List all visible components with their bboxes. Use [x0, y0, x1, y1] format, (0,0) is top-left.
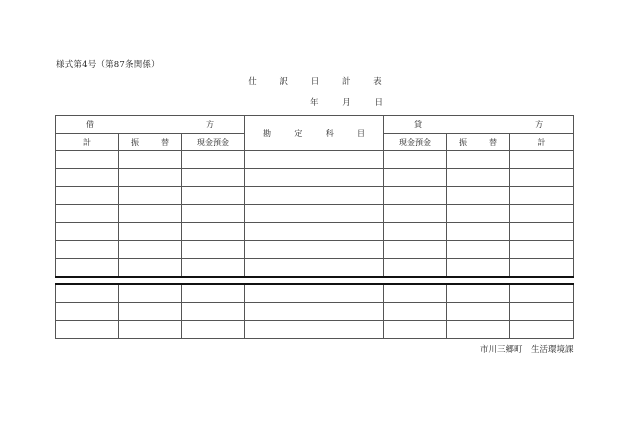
title-char: 訳 — [279, 77, 289, 87]
ledger-cell[interactable] — [510, 321, 574, 339]
ledger-cell[interactable] — [510, 187, 574, 205]
total-row — [56, 303, 574, 321]
ledger-cell[interactable] — [119, 303, 182, 321]
ledger-cell[interactable] — [447, 223, 510, 241]
title-char: 仕 — [248, 77, 257, 87]
ledger-cell[interactable] — [245, 284, 384, 303]
credit-side-label: 方 — [535, 120, 544, 129]
ledger-cell[interactable] — [447, 187, 510, 205]
ledger-cell[interactable] — [245, 303, 384, 321]
debit-total-header: 計 — [56, 134, 119, 151]
ledger-cell[interactable] — [119, 187, 182, 205]
credit-label: 貸 — [414, 120, 423, 129]
transfer-char: 振 — [459, 137, 468, 147]
ledger-cell[interactable] — [510, 259, 574, 278]
ledger-cell[interactable] — [182, 205, 245, 223]
ledger-cell[interactable] — [384, 303, 447, 321]
ledger-cell[interactable] — [384, 223, 447, 241]
ledger-cell[interactable] — [447, 169, 510, 187]
ledger-cell[interactable] — [245, 259, 384, 278]
ledger-cell[interactable] — [119, 205, 182, 223]
ledger-cell[interactable] — [447, 284, 510, 303]
ledger-cell[interactable] — [182, 151, 245, 169]
ledger-cell[interactable] — [182, 241, 245, 259]
ledger-cell[interactable] — [384, 321, 447, 339]
credit-cash-header: 現金預金 — [384, 134, 447, 151]
debit-header — [56, 116, 245, 134]
ledger-cell[interactable] — [119, 223, 182, 241]
ledger-cell[interactable] — [182, 259, 245, 278]
form-number: 様式第4号（第87条関係） — [56, 60, 160, 70]
ledger-cell[interactable] — [182, 169, 245, 187]
ledger-cell[interactable] — [56, 284, 119, 303]
entry-row — [56, 151, 574, 169]
ledger-cell[interactable] — [245, 187, 384, 205]
ledger-cell[interactable] — [447, 259, 510, 278]
ledger-cell[interactable] — [245, 169, 384, 187]
entry-row — [56, 241, 574, 259]
ledger-cell[interactable] — [245, 223, 384, 241]
title-char: 日 — [310, 77, 320, 87]
entry-row — [56, 223, 574, 241]
ledger-cell[interactable] — [245, 205, 384, 223]
ledger-cell[interactable] — [56, 151, 119, 169]
account-char: 目 — [357, 128, 366, 138]
debit-transfer-header — [119, 134, 182, 151]
debit-side-label: 方 — [206, 120, 215, 129]
account-header — [245, 116, 384, 151]
total-row — [56, 321, 574, 339]
ledger-cell[interactable] — [510, 205, 574, 223]
ledger-cell[interactable] — [245, 321, 384, 339]
credit-total-header: 計 — [510, 134, 574, 151]
total-row — [56, 284, 574, 303]
transfer-char: 替 — [489, 137, 498, 147]
ledger-cell[interactable] — [182, 187, 245, 205]
ledger-cell[interactable] — [447, 151, 510, 169]
ledger-cell[interactable] — [182, 223, 245, 241]
ledger-cell[interactable] — [119, 169, 182, 187]
total-rows — [56, 284, 574, 339]
ledger-cell[interactable] — [56, 169, 119, 187]
ledger-cell[interactable] — [447, 321, 510, 339]
entry-row — [56, 169, 574, 187]
ledger-cell[interactable] — [245, 241, 384, 259]
issuer-label: 市川三郷町 生活環境課 — [480, 345, 574, 355]
date-month: 月 — [342, 98, 351, 108]
ledger-cell[interactable] — [56, 223, 119, 241]
ledger-cell[interactable] — [510, 303, 574, 321]
ledger-cell[interactable] — [510, 223, 574, 241]
ledger-cell[interactable] — [182, 284, 245, 303]
total-separator — [56, 277, 574, 284]
account-char: 定 — [294, 128, 303, 138]
ledger-cell[interactable] — [384, 205, 447, 223]
ledger-cell[interactable] — [384, 187, 447, 205]
debit-label: 借 — [86, 120, 94, 129]
ledger-cell[interactable] — [510, 284, 574, 303]
account-char: 勘 — [263, 128, 272, 138]
debit-cash-header: 現金預金 — [182, 134, 245, 151]
ledger-cell[interactable] — [182, 303, 245, 321]
journal-summary-table — [55, 115, 574, 339]
ledger-cell[interactable] — [384, 151, 447, 169]
ledger-cell[interactable] — [384, 284, 447, 303]
ledger-cell[interactable] — [119, 284, 182, 303]
account-char: 科 — [325, 128, 334, 138]
title-char: 計 — [341, 77, 351, 87]
title-char: 表 — [373, 77, 382, 87]
ledger-cell[interactable] — [119, 241, 182, 259]
date-day: 日 — [374, 98, 383, 108]
ledger-cell[interactable] — [56, 303, 119, 321]
ledger-cell[interactable] — [447, 241, 510, 259]
entry-row — [56, 259, 574, 278]
transfer-char: 替 — [161, 137, 169, 147]
ledger-cell[interactable] — [56, 321, 119, 339]
ledger-cell[interactable] — [56, 241, 119, 259]
ledger-cell[interactable] — [510, 169, 574, 187]
date-line — [310, 96, 404, 108]
ledger-cell[interactable] — [245, 151, 384, 169]
ledger-cell[interactable] — [384, 259, 447, 278]
ledger-cell[interactable] — [384, 169, 447, 187]
ledger-cell[interactable] — [447, 205, 510, 223]
credit-header — [384, 116, 574, 134]
ledger-cell[interactable] — [447, 303, 510, 321]
entry-row — [56, 187, 574, 205]
ledger-cell[interactable] — [119, 151, 182, 169]
form-title — [0, 75, 630, 87]
entry-row — [56, 205, 574, 223]
ledger-cell[interactable] — [510, 241, 574, 259]
ledger-cell[interactable] — [510, 151, 574, 169]
ledger-cell[interactable] — [56, 259, 119, 278]
ledger-cell[interactable] — [56, 187, 119, 205]
transfer-char: 振 — [131, 137, 139, 147]
table-header-row — [56, 116, 574, 134]
ledger-cell[interactable] — [119, 321, 182, 339]
ledger-cell[interactable] — [384, 241, 447, 259]
credit-transfer-header — [447, 134, 510, 151]
ledger-cell[interactable] — [182, 321, 245, 339]
entry-rows — [56, 151, 574, 278]
ledger-cell[interactable] — [119, 259, 182, 278]
ledger-cell[interactable] — [56, 205, 119, 223]
date-year: 年 — [310, 98, 319, 108]
